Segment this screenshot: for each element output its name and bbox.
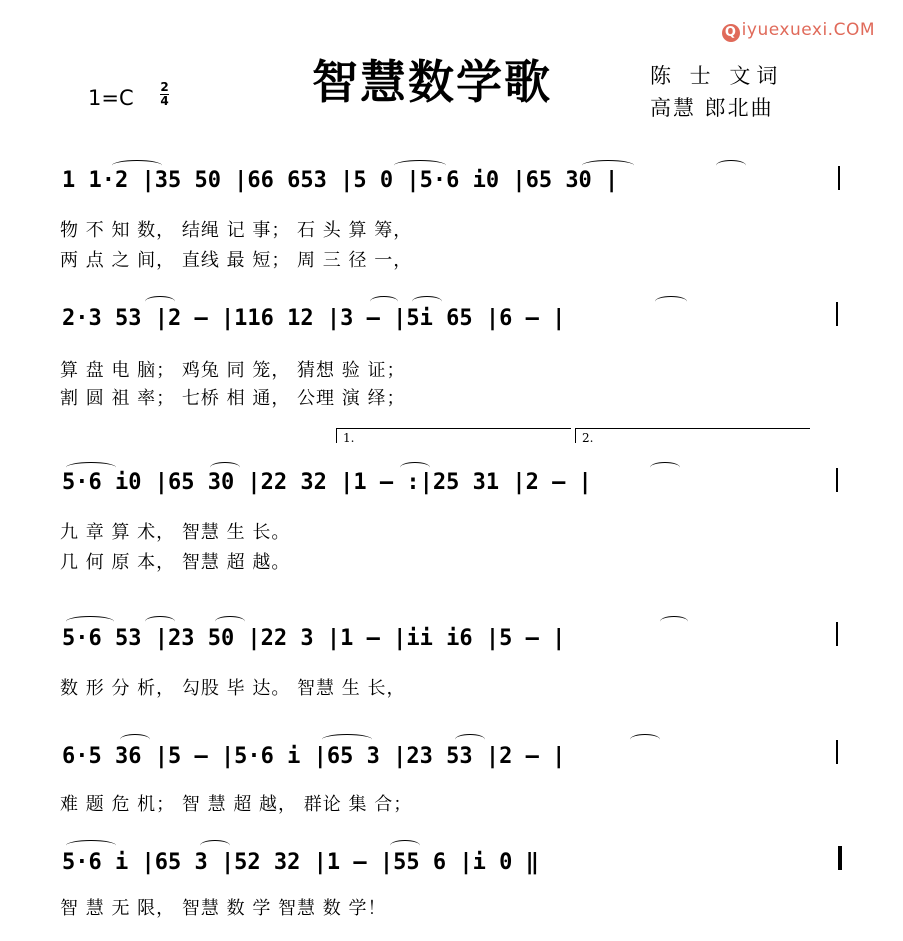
composer-credit: 高慧 郎北曲 <box>650 96 774 120</box>
final-bar-line <box>838 846 842 870</box>
notes-line: 5·6 53 |23 50 |22 3 |1 – |ii i6 |5 – | <box>62 626 566 651</box>
bar-line <box>836 740 838 764</box>
notes-line: 5·6 i0 |65 30 |22 32 |1 – :|25 31 |2 – | <box>62 470 592 495</box>
watermark-logo-icon: Q <box>722 24 740 42</box>
second-ending-bracket <box>575 428 810 443</box>
notation-row-2 <box>62 306 565 331</box>
slur-arc <box>145 616 175 627</box>
notation-row-6 <box>62 850 539 875</box>
slur-arc <box>630 734 660 745</box>
slur-arc <box>660 616 688 627</box>
notes-line: 2·3 53 |2 – |116 12 |3 – |5i 65 |6 – | <box>62 306 566 331</box>
slur-arc <box>322 734 372 745</box>
slur-arc <box>112 160 162 171</box>
slur-arc <box>655 296 687 307</box>
lyric-row-1-verse-1: 物 不 知 数， 结绳 记 事； 石 头 算 筹， <box>60 220 413 241</box>
slur-arc <box>455 734 485 745</box>
notation-row-3 <box>62 470 592 495</box>
notes-line: 5·6 i |65 3 |52 32 |1 – |55 6 |i 0 ‖ <box>62 850 539 875</box>
slur-arc <box>66 840 116 851</box>
first-ending-label: 1. <box>343 431 355 445</box>
slur-arc <box>400 462 430 473</box>
time-signature-top: 2 <box>160 80 169 94</box>
slur-arc <box>145 296 175 307</box>
lyric-row-6: 智 慧 无 限， 智慧 数 学 智慧 数 学！ <box>60 898 387 919</box>
notes-line: 1 1·2 |35 50 |66 653 |5 0 |5·6 i0 |65 30 | <box>62 168 619 193</box>
key-signature: 1=C <box>88 86 134 110</box>
time-signature-bottom: 4 <box>160 94 169 108</box>
slur-arc <box>390 840 420 851</box>
notation-row-5 <box>62 744 565 769</box>
lyricist-credit: 陈 士 文词 <box>650 64 784 88</box>
notation-row-1 <box>62 168 618 193</box>
slur-arc <box>716 160 746 171</box>
notes-line: 6·5 36 |5 – |5·6 i |65 3 |23 53 |2 – | <box>62 744 566 769</box>
lyric-row-3-verse-2: 几 何 原 本， 智慧 超 越。 <box>60 552 291 573</box>
slur-arc <box>200 840 230 851</box>
lyric-row-5: 难 题 危 机； 智 慧 超 越， 群论 集 合； <box>60 794 413 815</box>
notation-row-4 <box>62 626 565 651</box>
slur-arc <box>650 462 680 473</box>
bar-line <box>836 622 838 646</box>
slur-arc <box>394 160 446 171</box>
bar-line <box>836 468 838 492</box>
first-ending-bracket <box>336 428 571 443</box>
slur-arc <box>370 296 398 307</box>
slur-arc <box>120 734 150 745</box>
watermark-text: iyuexuexi.COM <box>741 20 875 40</box>
lyric-row-2-verse-1: 算 盘 电 脑； 鸡兔 同 笼， 猜想 验 证； <box>60 360 406 381</box>
second-ending-label: 2. <box>582 431 594 445</box>
slur-arc <box>412 296 442 307</box>
site-watermark <box>722 20 875 42</box>
slur-arc <box>210 462 240 473</box>
slur-arc <box>215 616 245 627</box>
slur-arc <box>66 616 114 627</box>
bar-line <box>836 302 838 326</box>
time-signature <box>160 82 169 107</box>
slur-arc <box>582 160 634 171</box>
bar-line <box>838 166 840 190</box>
lyric-row-1-verse-2: 两 点 之 间， 直线 最 短； 周 三 径 一， <box>60 250 413 271</box>
lyric-row-3-verse-1: 九 章 算 术， 智慧 生 长。 <box>60 522 291 543</box>
lyric-row-4: 数 形 分 析， 勾股 毕 达。 智慧 生 长， <box>60 678 406 699</box>
slur-arc <box>66 462 116 473</box>
song-title: 智慧数学歌 <box>312 55 552 109</box>
lyric-row-2-verse-2: 割 圆 祖 率； 七桥 相 通， 公理 演 绎； <box>60 388 406 409</box>
